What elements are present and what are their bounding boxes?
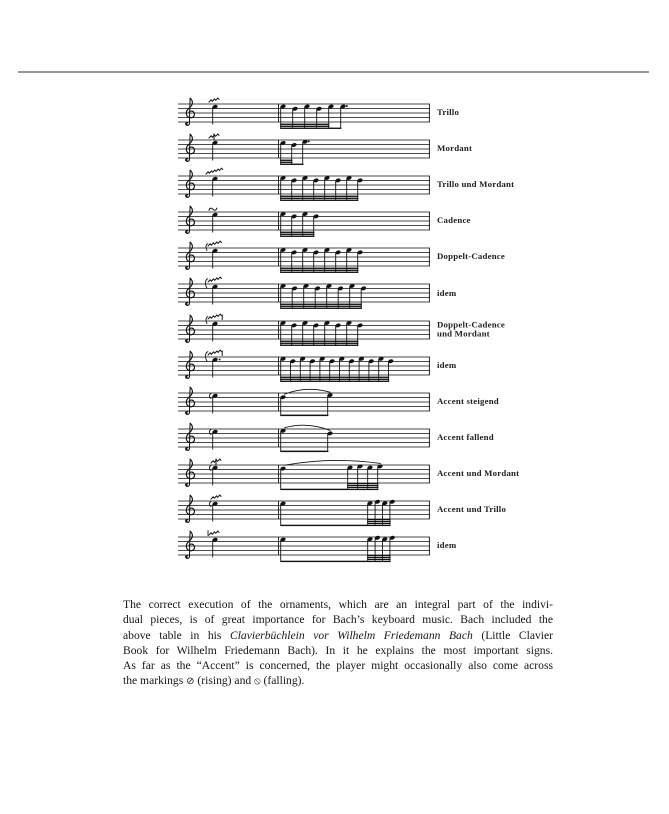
ornament-label: Trillo (437, 107, 460, 118)
paragraph-line: Book for Wilhelm Friedemann Bach). In it he explains the most important signs. (123, 643, 553, 657)
staff-row (0, 384, 669, 420)
staff-row (0, 203, 669, 239)
staff-row (0, 275, 669, 311)
ornament-label: Cadence (437, 215, 471, 226)
staff-notation (178, 456, 434, 492)
staff-row (0, 95, 669, 131)
staff-row (0, 348, 669, 384)
staff-row (0, 312, 669, 348)
ornament-label: idem (437, 359, 457, 370)
paragraph-line: The correct execution of the ornaments, which are an integral part of the indivi- (123, 598, 553, 611)
staff-notation (178, 312, 434, 348)
ornament-label: idem (437, 287, 457, 298)
ornament-label: idem (437, 540, 457, 551)
ornament-label: Trillo und Mordant (437, 179, 515, 190)
staff-notation (178, 239, 434, 275)
staff-notation (178, 420, 434, 456)
ornament-label: Accent steigend (437, 396, 499, 406)
staff-notation (178, 275, 434, 311)
ornament-label: Accent fallend (437, 432, 494, 443)
staff-row (0, 239, 669, 275)
staff-row (0, 167, 669, 203)
paragraph-line: As far as the “Accent” is concerned, the player might occasionally also come across (123, 659, 553, 673)
paragraph-line: above table in his Clavierbüchlein vor Wilhelm Friedemann Bach (Little Clavier (123, 628, 554, 642)
staff-row (0, 528, 669, 564)
staff-row (0, 456, 669, 492)
staff-row (0, 420, 669, 456)
accent-marking-symbol: ⦸ (254, 676, 261, 688)
staff-notation (178, 203, 434, 239)
accent-marking-symbol: ⊘ (186, 676, 195, 688)
ornament-label: Accent und Mordant (437, 468, 520, 479)
body-paragraph (123, 597, 553, 690)
staff-notation (178, 131, 434, 167)
ornament-label: Mordant (437, 143, 473, 154)
staff-notation (178, 384, 434, 420)
ornament-label: Doppelt-Cadence (437, 251, 505, 262)
ornament-label: Accent und Trillo (437, 504, 507, 515)
ornament-label: Doppelt-Cadence und Mordant (437, 319, 505, 339)
staff-row (0, 492, 669, 528)
ornament-table (0, 95, 669, 564)
staff-row (0, 131, 669, 167)
staff-notation (178, 95, 434, 131)
staff-notation (178, 528, 434, 564)
staff-notation (178, 492, 434, 528)
staff-notation (178, 167, 434, 203)
top-rule (18, 71, 649, 73)
paragraph-line: dual pieces, is of great importance for Bach’s keyboard music. Bach included the (123, 613, 553, 627)
staff-notation (178, 348, 434, 384)
paragraph-line: the markings ⊘ (rising) and ⦸ (falling). (123, 674, 305, 688)
